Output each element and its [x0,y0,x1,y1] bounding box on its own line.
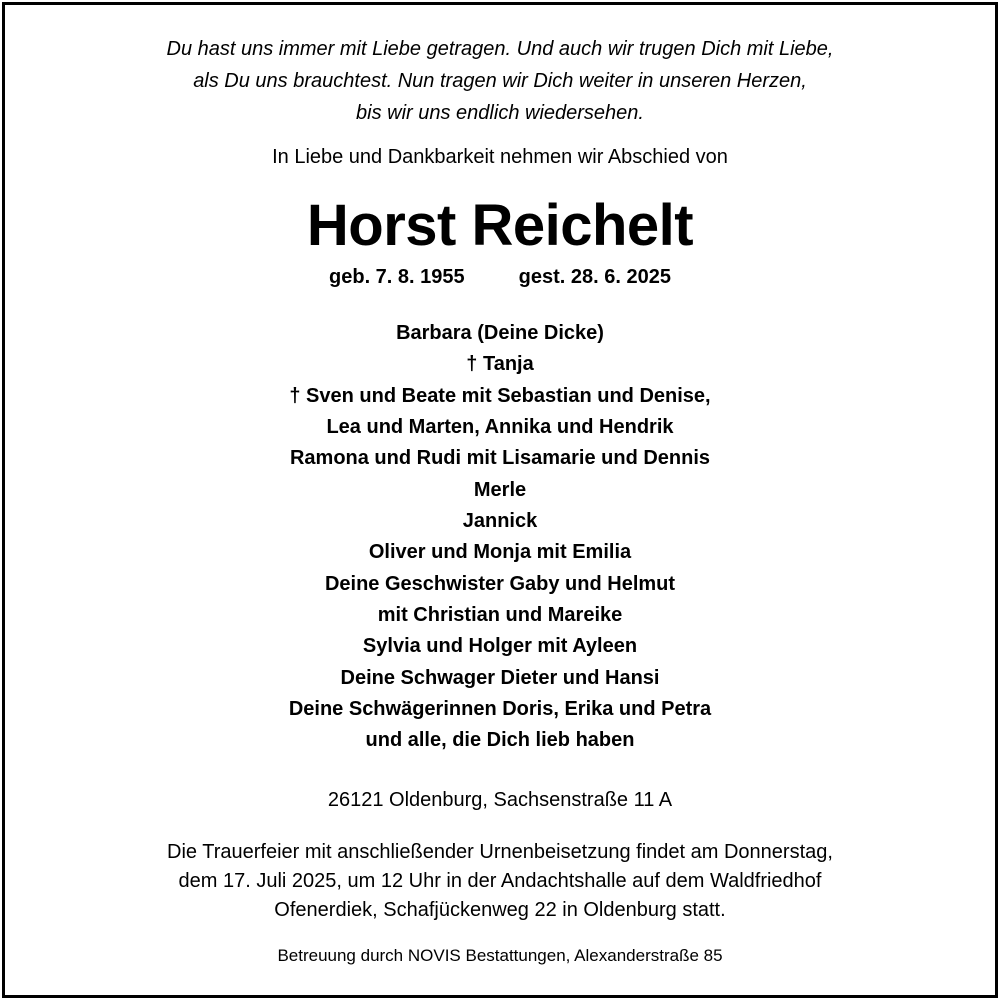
birth-date: geb. 7. 8. 1955 [329,266,465,288]
poem-line: Du hast uns immer mit Liebe getragen. Und auch wir trugen Dich mit Liebe, [166,38,834,60]
death-date: gest. 28. 6. 2025 [518,266,671,288]
mourners-list [0,318,1000,757]
mourner-line: Ramona und Rudi mit Lisamarie und Dennis [289,447,711,470]
family-address: 26121 Oldenburg, Sachsenstraße 11 A [327,789,673,811]
mourner-line: † Tanja [466,353,534,376]
mourner-line: Jannick [462,510,538,533]
ceremony-info [0,838,1000,925]
ceremony-line: Die Trauerfeier mit anschließender Urnenbeisetzung findet am Donnerstag, [167,841,833,863]
mourner-line: Barbara (Deine Dicke) [396,322,604,344]
mourner-line: mit Christian und Mareike [377,604,623,627]
mourner-line: und alle, die Dich lieb haben [365,729,635,752]
mourner-line: Merle [473,478,527,501]
farewell-intro: In Liebe und Dankbarkeit nehmen wir Abschied von [272,146,728,168]
ceremony-line: Ofenerdiek, Schafjückenweg 22 in Oldenburg statt. [274,899,726,921]
mourner-line: † Sven und Beate mit Sebastian und Denise, [289,384,711,407]
memorial-poem [0,33,1000,129]
poem-line: bis wir uns endlich wiedersehen. [356,102,644,124]
deceased-name: Horst Reichelt [306,193,694,258]
mourner-line: Deine Schwager Dieter und Hansi [340,666,660,689]
mourner-line: Deine Geschwister Gaby und Helmut [324,572,676,595]
undertaker-note: Betreuung durch NOVIS Bestattungen, Alexanderstraße 85 [277,946,723,965]
poem-line: als Du uns brauchtest. Nun tragen wir Dich weiter in unseren Herzen, [193,70,807,92]
mourner-line: Oliver und Monja mit Emilia [368,541,632,564]
life-dates [0,263,1000,291]
mourner-line: Deine Schwägerinnen Doris, Erika und Petra [288,698,712,721]
ceremony-line: dem 17. Juli 2025, um 12 Uhr in der Andachtshalle auf dem Waldfriedhof [178,870,822,892]
mourner-line: Lea und Marten, Annika und Hendrik [326,416,674,439]
mourner-line: Sylvia und Holger mit Ayleen [362,635,638,658]
